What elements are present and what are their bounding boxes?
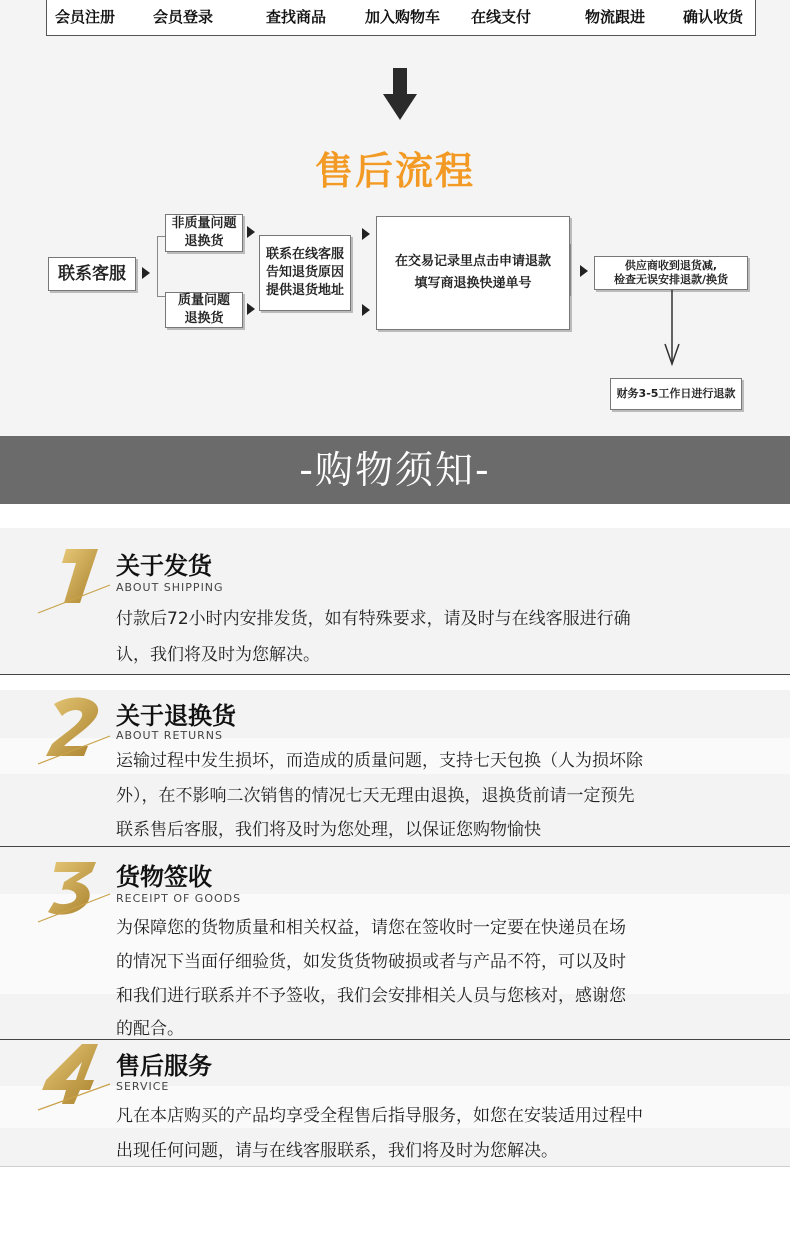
- arrow-icon: [362, 228, 370, 240]
- section-text-line: 的配合。: [116, 1019, 184, 1039]
- flow-record-line2: 填写商退换快递单号: [414, 276, 532, 291]
- arrow-icon: [362, 304, 370, 316]
- numeral-one-icon: [36, 545, 112, 619]
- flow-connector: [157, 236, 165, 237]
- step-logistics: 物流跟进: [585, 8, 646, 26]
- numeral-four-icon: [36, 1040, 112, 1114]
- section-text-line: 认，我们将及时为您解决。: [116, 645, 320, 665]
- section-text-line: 凡在本店购买的产品均享受全程售后指导服务，如您在安装适用过程中: [116, 1106, 643, 1126]
- flow-connector: [157, 236, 158, 296]
- section-subtitle: SERVICE: [116, 1080, 170, 1093]
- flow-online-line3: 提供退货地址: [265, 283, 344, 298]
- section-text-line: 和我们进行联系并不予签收，我们会安排相关人员与您核对，感谢您: [116, 986, 626, 1006]
- arrow-icon: [247, 226, 255, 238]
- flow-supplier-line1: 供应商收到退货减,: [624, 259, 718, 272]
- flow-supplier-line2: 检查无误安排退款/换货: [613, 273, 729, 286]
- flow-nonquality-line1: 非质量问题: [171, 216, 237, 231]
- section-text-line: 外），在不影响二次销售的情况七天无理由退换，退换货前请一定预先: [116, 786, 635, 806]
- shopping-notice-banner: -购物须知-: [0, 436, 790, 504]
- flow-quality-box: [165, 292, 243, 328]
- arrow-icon: [580, 265, 588, 277]
- section-text-line: 的情况下当面仔细验货，如发货货物破损或者与产品不符，可以及时: [116, 952, 626, 972]
- flow-online-box: [259, 235, 351, 311]
- step-register: 会员注册: [55, 8, 116, 26]
- flow-nonquality-line2: 退换货: [184, 234, 224, 249]
- step-add-cart: 加入购物车: [365, 8, 441, 26]
- section-title: 售后服务: [116, 1052, 212, 1080]
- section-text-line: 付款后72小时内安排发货，如有特殊要求，请及时与在线客服进行确: [116, 609, 631, 629]
- arrow-icon: [142, 267, 150, 279]
- flow-record-box: [376, 216, 570, 330]
- section-stripe: [0, 894, 790, 994]
- step-confirm: 确认收货: [683, 8, 744, 26]
- aftersale-title: 售后流程: [314, 149, 475, 193]
- flow-supplier-box: [594, 256, 748, 290]
- section-title: 关于发货: [116, 552, 212, 580]
- step-pay: 在线支付: [471, 8, 532, 26]
- section-divider: [0, 674, 790, 675]
- down-arrow-icon: [663, 290, 681, 366]
- flow-record-line1: 在交易记录里点击申请退款: [394, 254, 551, 269]
- section-title: 货物签收: [116, 863, 212, 891]
- section-text-line: 运输过程中发生损坏，而造成的质量问题，支持七天包换（人为损坏除: [116, 751, 643, 771]
- section-subtitle: ABOUT RETURNS: [116, 729, 224, 742]
- flow-online-line2: 告知退货原因: [265, 265, 344, 280]
- flow-connector: [157, 296, 165, 297]
- flow-quality-line2: 退换货: [184, 311, 224, 326]
- step-login: 会员登录: [153, 8, 214, 26]
- section-text-line: 联系售后客服，我们将及时为您处理，以保证您购物愉快: [116, 820, 541, 840]
- section-divider: [0, 1166, 790, 1167]
- down-arrow-icon: [383, 68, 417, 120]
- numeral-two-icon: [36, 694, 112, 768]
- section-subtitle: ABOUT SHIPPING: [116, 581, 224, 594]
- flow-quality-line1: 质量问题: [177, 293, 230, 308]
- section-text-line: 为保障您的货物质量和相关权益，请您在签收时一定要在快递员在场: [116, 918, 626, 938]
- section-subtitle: RECEIPT OF GOODS: [116, 892, 242, 905]
- flow-finance-box: 财务3-5工作日进行退款: [610, 378, 742, 410]
- section-text-line: 出现任何问题，请与在线客服联系，我们将及时为您解决。: [116, 1141, 558, 1161]
- step-search: 查找商品: [266, 8, 327, 26]
- flow-nonquality-box: [165, 214, 243, 252]
- flow-connector: [570, 244, 571, 296]
- arrow-icon: [247, 303, 255, 315]
- flow-contact-box: 联系客服: [48, 257, 136, 291]
- numeral-three-icon: [36, 854, 112, 928]
- section-title: 关于退换货: [116, 702, 236, 730]
- flow-online-line1: 联系在线客服: [265, 247, 344, 262]
